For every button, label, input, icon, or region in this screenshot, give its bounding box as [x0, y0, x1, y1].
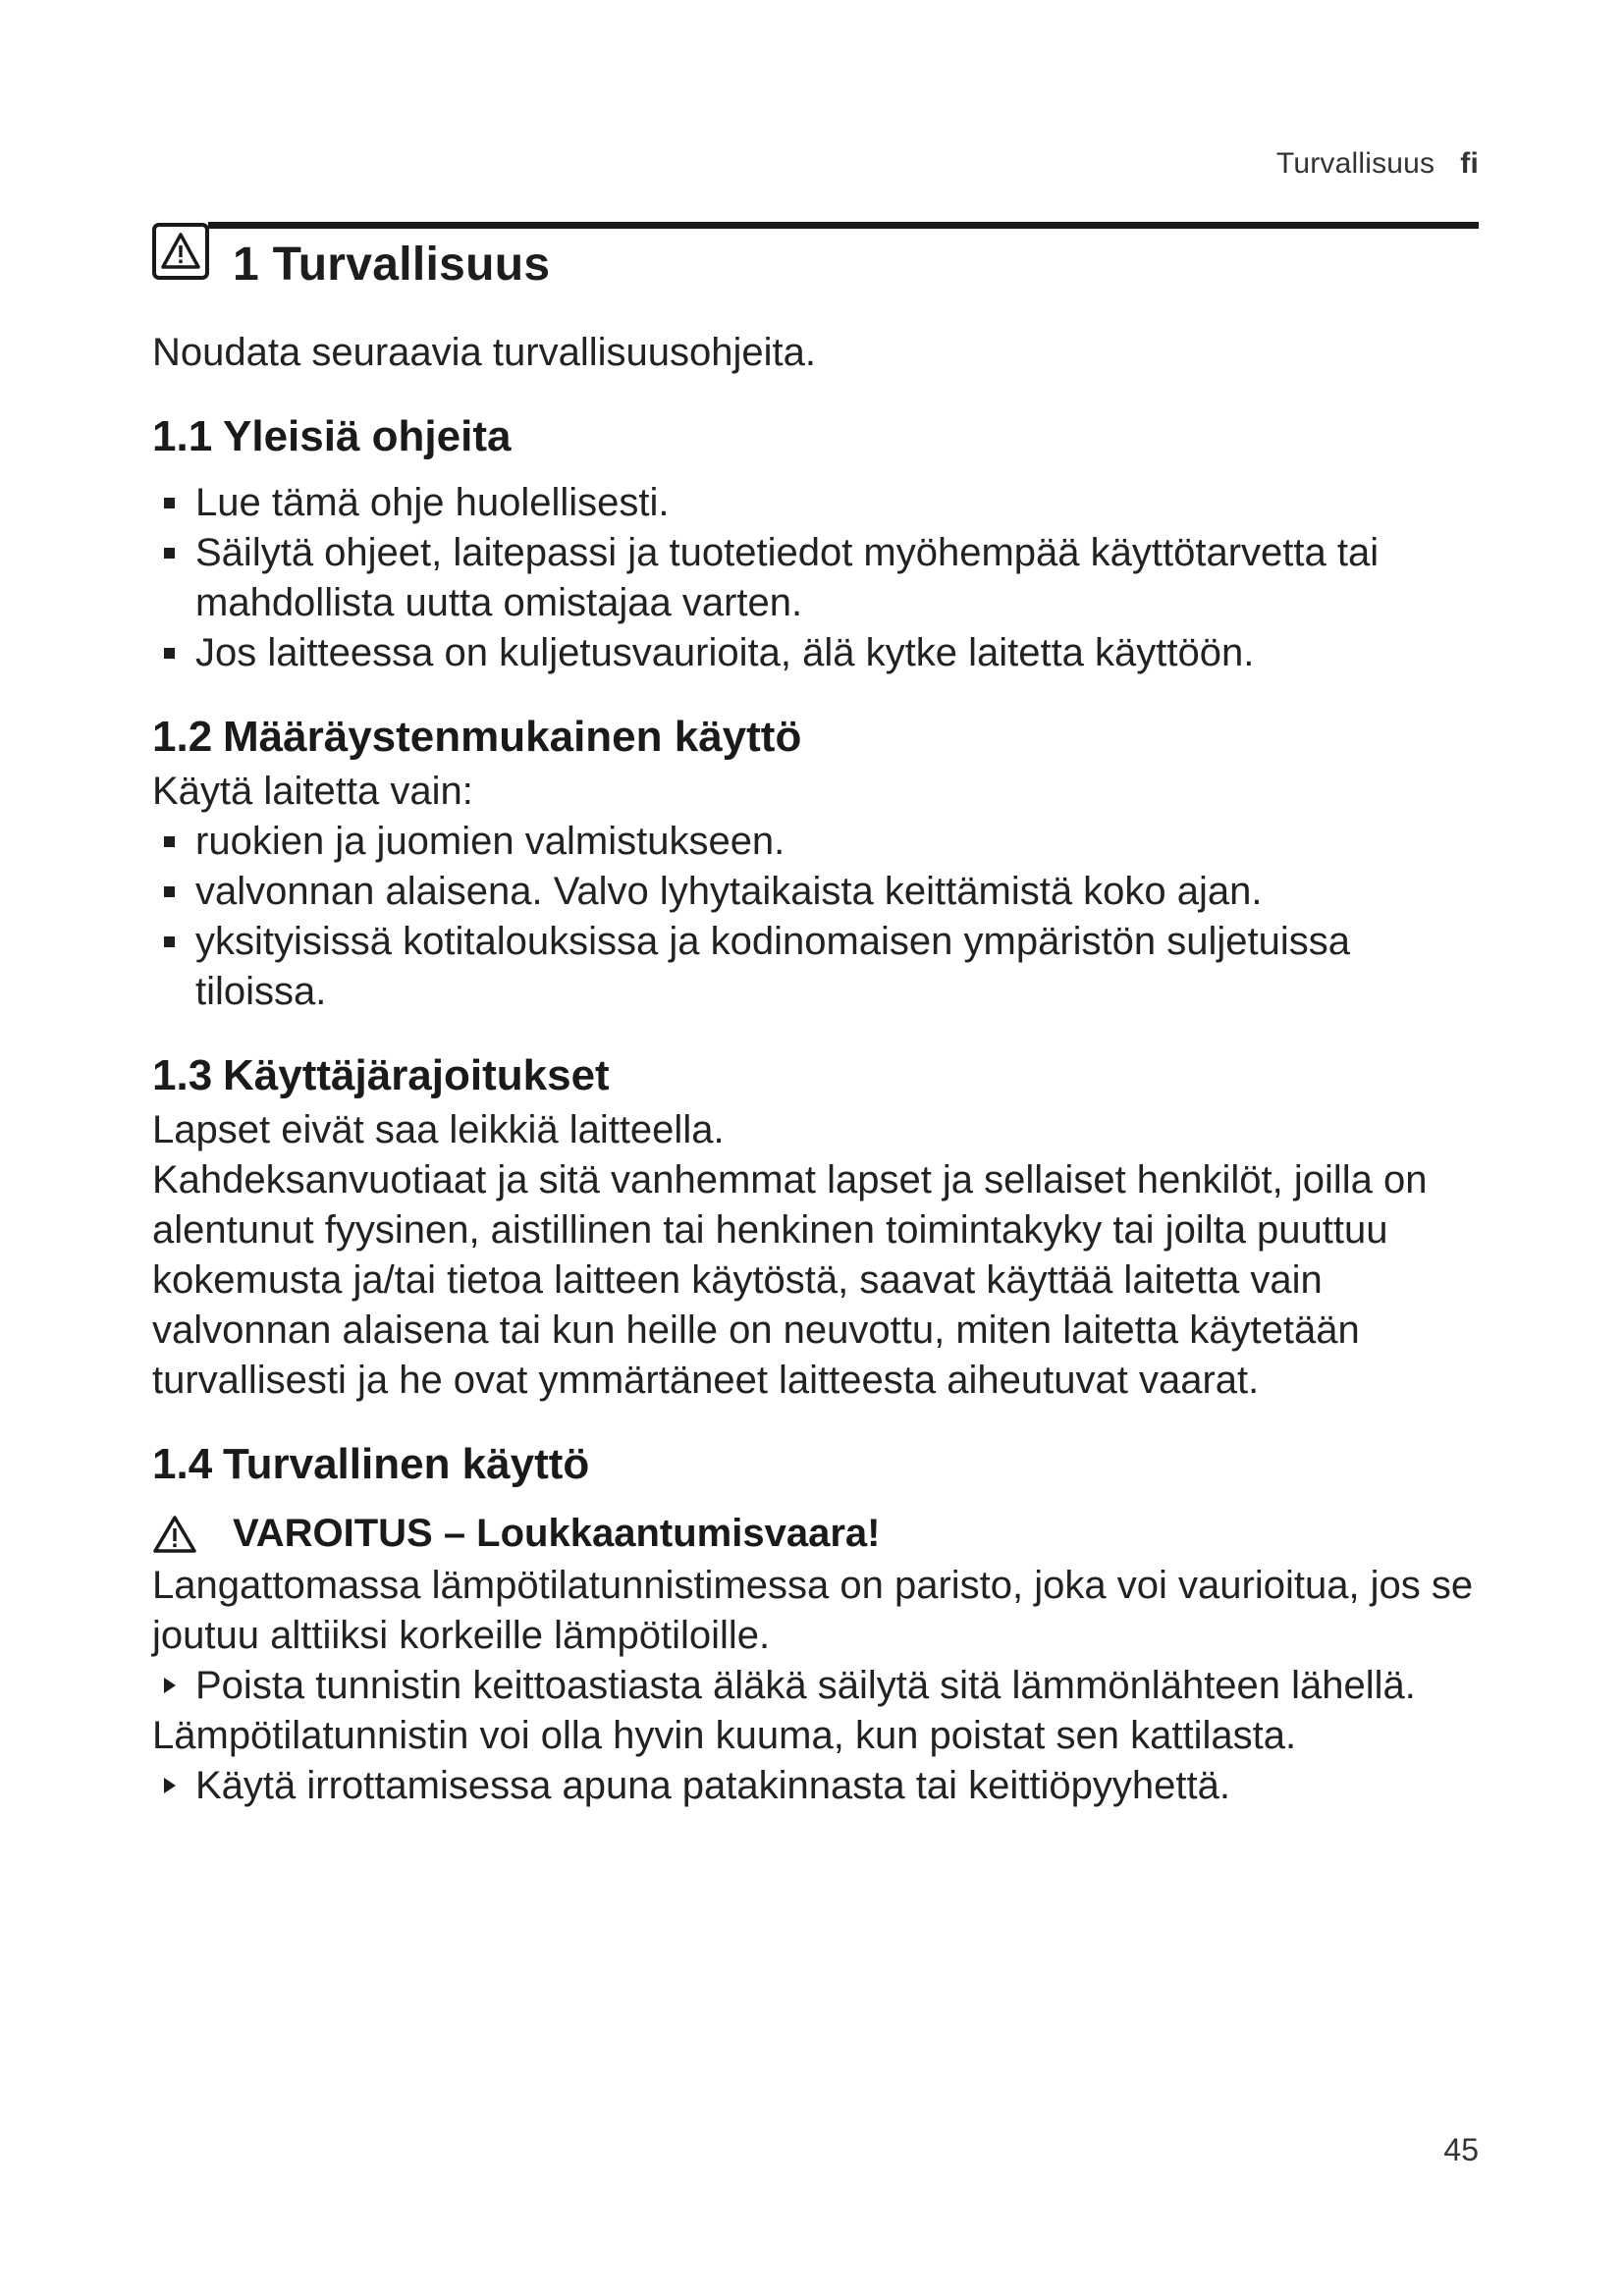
square-bullet-icon	[164, 648, 175, 659]
list-item: ruokien ja juomien valmistukseen.	[152, 817, 1483, 867]
chapter-rule	[208, 222, 1479, 229]
section-number: 1.1	[152, 412, 213, 460]
section-title: Määräystenmukainen käyttö	[223, 713, 802, 761]
intended-use-list	[152, 817, 1483, 1017]
list-item: Jos laitteessa on kuljetusvaurioita, älä kytke laitetta käyttöön.	[152, 628, 1483, 678]
section-title: Turvallinen käyttö	[223, 1440, 590, 1488]
paragraph: Lapset eivät saa leikkiä laitteella.	[152, 1108, 725, 1151]
section-heading-general	[152, 407, 1483, 466]
list-item: yksityisissä kotitalouksissa ja kodinomaisen ympäristön suljetuissa tiloissa.	[152, 917, 1483, 1017]
square-bullet-icon	[164, 936, 175, 947]
section-heading-safe-use	[152, 1435, 1483, 1494]
section-intro: Käytä laitetta vain:	[152, 770, 473, 813]
section-number: 1.2	[152, 713, 213, 761]
section-title: Käyttäjärajoitukset	[223, 1051, 610, 1099]
section-title: Yleisiä ohjeita	[223, 412, 512, 460]
warning-heading	[152, 1506, 1483, 1561]
square-bullet-icon	[164, 498, 175, 508]
warning-actions	[152, 1761, 1483, 1811]
general-instructions-list	[152, 478, 1483, 678]
page-content	[152, 328, 1483, 1811]
warning-actions	[152, 1661, 1483, 1711]
action-arrow-icon	[164, 1678, 176, 1693]
warning-triangle-icon	[152, 1514, 197, 1569]
running-header	[1276, 147, 1479, 181]
section-heading-intended-use	[152, 708, 1483, 767]
running-header-section: Turvallisuus	[1275, 147, 1435, 180]
list-item: Lue tämä ohje huolellisesti.	[152, 478, 1483, 528]
chapter-title: 1 Turvallisuus	[233, 239, 551, 291]
warning-text: Lämpötilatunnistin voi olla hyvin kuuma, kun poistat sen kattilasta.	[152, 1714, 1297, 1757]
list-item: Säilytä ohjeet, laitepassi ja tuotetiedot myöhempää käyttötarvetta tai mahdollista uutta omistajaa varten.	[152, 528, 1483, 628]
square-bullet-icon	[164, 836, 175, 847]
action-item: Käytä irrottamisessa apuna patakinnasta tai keittiöpyyhettä.	[152, 1761, 1483, 1811]
square-bullet-icon	[164, 548, 175, 559]
action-arrow-icon	[164, 1778, 176, 1793]
section-number: 1.4	[152, 1440, 213, 1488]
list-item: valvonnan alaisena. Valvo lyhytaikaista keittämistä koko ajan.	[152, 867, 1483, 917]
page-number: 45	[1443, 2132, 1479, 2167]
section-heading-user-restrictions	[152, 1046, 1483, 1105]
section-number: 1.3	[152, 1051, 213, 1099]
action-item: Poista tunnistin keittoastiasta äläkä säilytä sitä lämmönlähteen lähellä.	[152, 1661, 1483, 1711]
language-code: fi	[1460, 147, 1479, 180]
chapter-intro: Noudata seuraavia turvallisuusohjeita.	[152, 331, 816, 374]
square-bullet-icon	[164, 886, 175, 897]
warning-title: VAROITUS – Loukkaantumisvaara!	[233, 1512, 881, 1555]
paragraph: Kahdeksanvuotiaat ja sitä vanhemmat lapset ja sellaiset henkilöt, joilla on alentunut fyysinen, aistillinen tai henkinen toimintakyky tai joilta puuttuu kokemusta ja/tai tietoa laitteen käytöstä, saavat käyttää laitetta vain valvonnan alaisena tai kun heille on neuvottu, miten laitetta käytetään turvallisesti ja he ovat ymmärtäneet laitteesta aiheutuvat vaarat.	[152, 1158, 1428, 1402]
warning-text: Langattomassa lämpötilatunnistimessa on paristo, joka voi vaurioitua, jos se joutuu alttiiksi korkeille lämpötiloille.	[152, 1564, 1474, 1657]
warning-triangle-icon	[152, 223, 209, 280]
